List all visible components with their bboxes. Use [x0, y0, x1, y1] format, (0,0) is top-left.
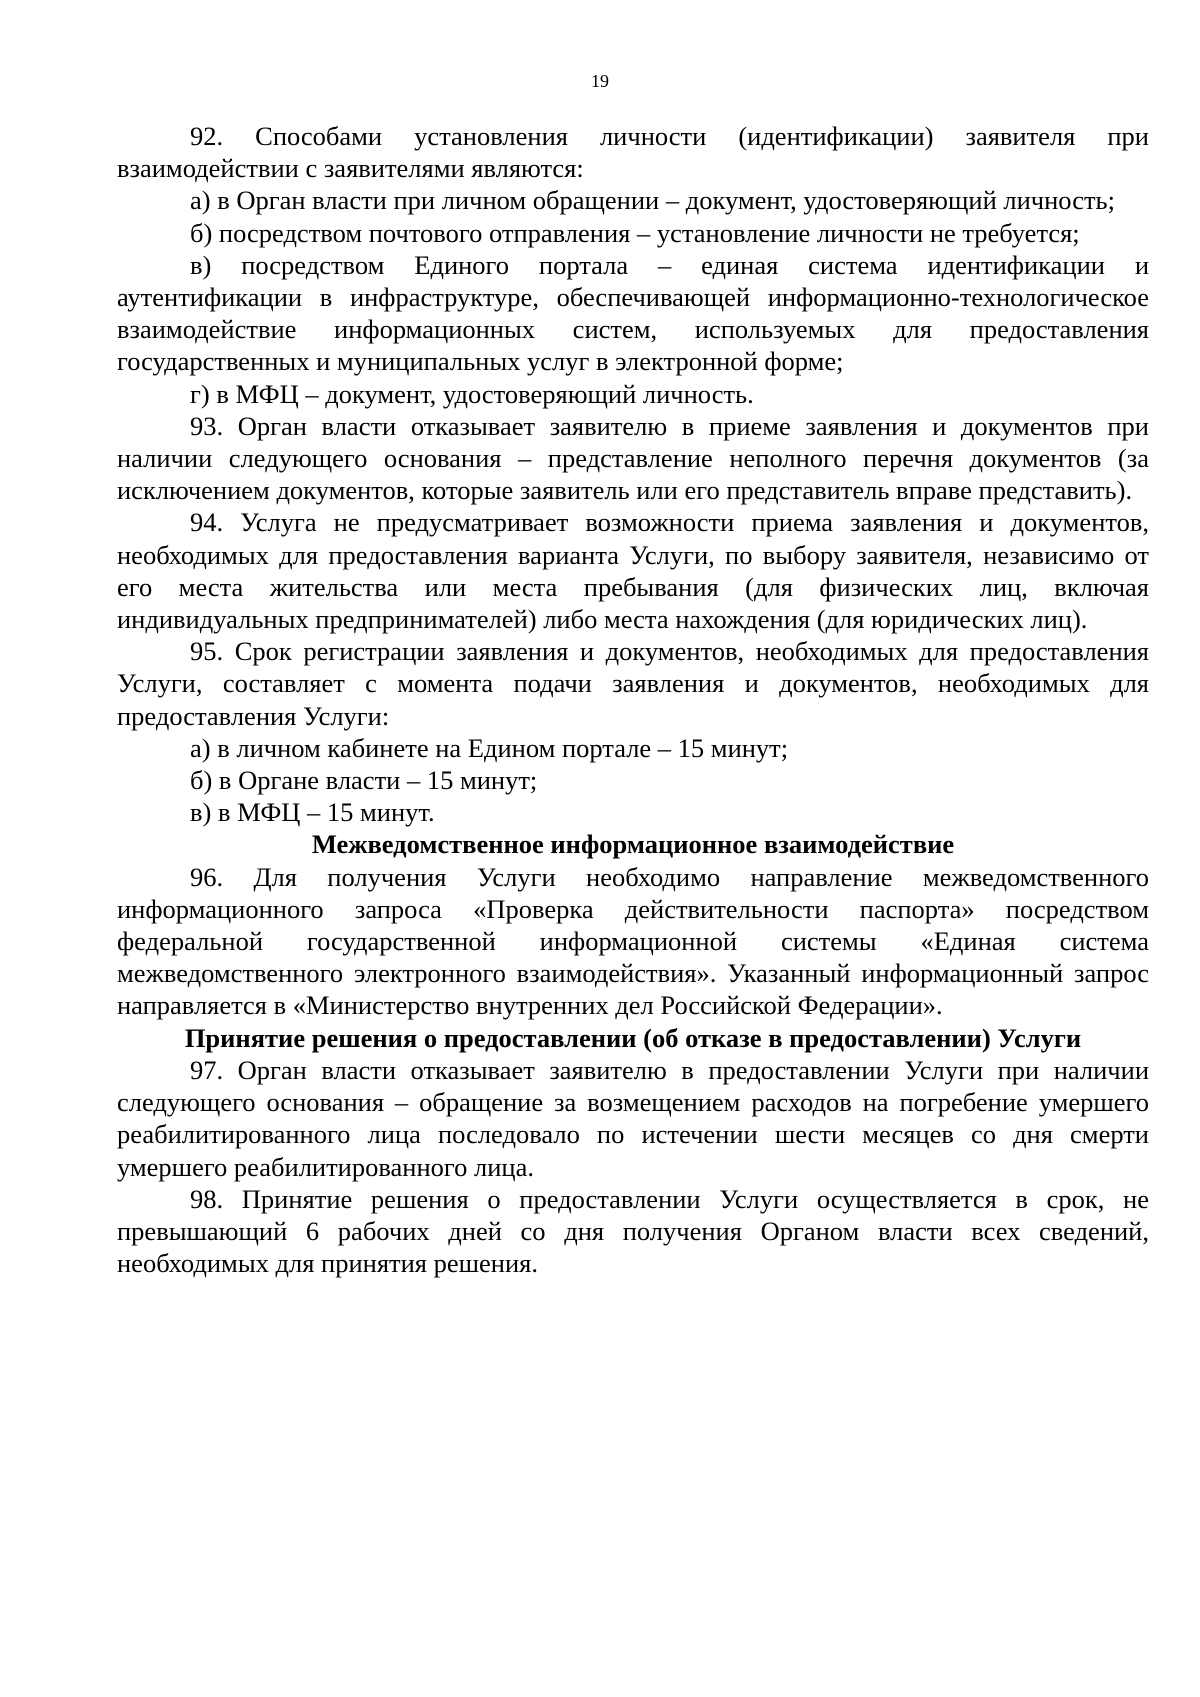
paragraph-95-b: б) в Органе власти – 15 минут; — [190, 765, 538, 796]
section-heading-interagency: Межведомственное информационное взаимодействие — [311, 829, 955, 860]
paragraph-92-b: б) посредством почтового отправления – установление личности не требуется; — [190, 217, 1080, 248]
paragraph-95-v: в) в МФЦ – 15 минут. — [190, 797, 435, 828]
section-heading-decision: Принятие решения о предоставлении (об отказе в предоставлении) Услуги — [184, 1022, 1082, 1053]
paragraph-96: 96. Для получения Услуги необходимо направление межведомственного информационного запроса «Проверка действительности паспорта» посредством федеральной государственной информационной системы «Единая система межведомственного электронного взаимодействия». Указанный информационный запрос направляется в «Министерство внутренних дел Российской Федерации». — [117, 861, 1149, 1021]
paragraph-95-a: а) в личном кабинете на Едином портале – 15 минут; — [190, 732, 789, 763]
paragraph-92-g: г) в МФЦ – документ, удостоверяющий личность. — [190, 378, 754, 409]
paragraph-94: 94. Услуга не предусматривает возможности приема заявления и документов, необходимых для предоставления варианта Услуги, по выбору заявителя, независимо от его места жительства или места пребывания (для физических лиц, включая индивидуальных предпринимателей) либо места нахождения (для юридических лиц). — [117, 507, 1149, 635]
paragraph-92-v: в) посредством Единого портала – единая система идентификации и аутентификации в инфраструктуре, обеспечивающей информационно-технологическое взаимодействие информационных систем, используемых для предоставления государственных и муниципальных услуг в электронной форме; — [117, 249, 1149, 377]
paragraph-92-a: а) в Орган власти при личном обращении – документ, удостоверяющий личность; — [190, 185, 1115, 216]
document-body — [117, 120, 1149, 1279]
page-number: 19 — [591, 71, 609, 91]
paragraph-95: 95. Срок регистрации заявления и документов, необходимых для предоставления Услуги, составляет с момента подачи заявления и документов, необходимых для предоставления Услуги: — [117, 636, 1149, 731]
paragraph-93: 93. Орган власти отказывает заявителю в приеме заявления и документов при наличии следующего основания – представление неполного перечня документов (за исключением документов, которые заявитель или его представитель вправе представить). — [117, 410, 1149, 506]
paragraph-97: 97. Орган власти отказывает заявителю в предоставлении Услуги при наличии следующего основания – обращение за возмещением расходов на погребение умершего реабилитированного лица последовало по истечении шести месяцев со дня смерти умершего реабилитированного лица. — [117, 1054, 1149, 1182]
paragraph-92: 92. Способами установления личности (идентификации) заявителя при взаимодействии с заявителями являются: — [117, 121, 1149, 184]
paragraph-98: 98. Принятие решения о предоставлении Услуги осуществляется в срок, не превышающий 6 рабочих дней со дня получения Органом власти всех сведений, необходимых для принятия решения. — [117, 1183, 1149, 1279]
